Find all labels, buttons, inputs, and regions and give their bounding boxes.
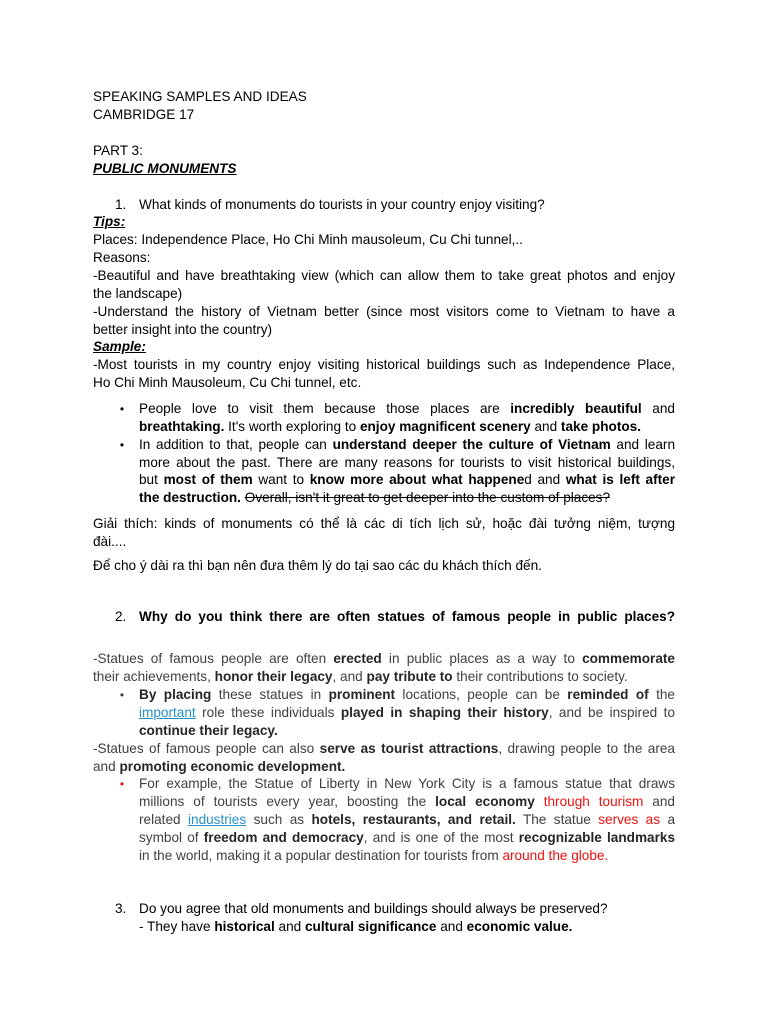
sample-label: Sample:: [93, 339, 146, 354]
question-number: 1.: [115, 197, 127, 212]
q2-bullet-2-cont: in the world, making it a popular destination for tourists from around the globe.: [139, 848, 609, 863]
tips-reasons-label: Reasons:: [93, 250, 151, 265]
q2-bullet-1-end: continue their legacy.: [139, 723, 278, 738]
topic-heading: PUBLIC MONUMENTS: [93, 161, 237, 176]
sample-text-cont: Ho Chi Minh Mausoleum, Cu Chi tunnel, etc.: [93, 375, 362, 390]
bullet-icon: •: [119, 688, 125, 702]
doc-title: SPEAKING SAMPLES AND IDEAS: [93, 89, 307, 104]
bullet-icon: •: [119, 777, 125, 791]
question-3: Do you agree that old monuments and buildings should always be preserved?: [139, 901, 608, 916]
reason-1-cont: the landscape): [93, 286, 183, 301]
question-1: What kinds of monuments do tourists in your country enjoy visiting?: [139, 197, 545, 212]
q2-bullet-1-cont: important role these individuals played in shaping their history, and be inspired to: [139, 705, 675, 720]
strikethrough-text: Overall, isn't it great to get deeper into the custom of places?: [244, 490, 611, 505]
q1-bullet-2-cont: the destruction. Overall, isn't it great to get deeper into the custom of places?: [139, 490, 611, 505]
vietnamese-note-1-cont: đài....: [93, 534, 127, 549]
q2-bullet-2: For example, the Statue of Liberty in New York City is a famous statue that draws: [139, 776, 675, 791]
question-2: Why do you think there are often statues of famous people in public places?: [139, 609, 675, 624]
link-important[interactable]: important: [139, 705, 196, 720]
q2-paragraph-1-cont: their achievements, honor their legacy, and pay tribute to their contributions to society.: [93, 669, 628, 684]
q1-bullet-2: In addition to that, people can understand deeper the culture of Vietnam and learn: [139, 437, 675, 452]
bullet-icon: •: [119, 402, 125, 416]
q2-bullet-2-cont: millions of tourists every year, boosting the local economy through tourism and: [139, 794, 675, 809]
q1-bullet-1: People love to visit them because those places are incredibly beautiful and: [139, 401, 675, 416]
q1-bullet-2-cont: but most of them want to know more about what happened and what is left after: [139, 472, 675, 487]
doc-subtitle: CAMBRIDGE 17: [93, 107, 195, 122]
q2-paragraph-2-cont: and promoting economic development.: [93, 759, 346, 774]
question-number: 2.: [115, 609, 127, 624]
tips-label: Tips:: [93, 214, 126, 229]
q2-bullet-2-cont: symbol of freedom and democracy, and is one of the most recognizable landmarks: [139, 830, 676, 845]
q2-bullet-2-cont: related industries such as hotels, restaurants, and retail. The statue serves as a: [139, 812, 676, 827]
bullet-icon: •: [119, 438, 125, 452]
reason-2-cont: better insight into the country): [93, 322, 273, 337]
q1-bullet-2-cont: more about the past. There are many reasons for tourists to visit historical buildings,: [139, 455, 675, 470]
reason-2: -Understand the history of Vietnam better (since most visitors come to Vietnam to have a: [93, 304, 675, 319]
q2-paragraph-2: -Statues of famous people can also serve as tourist attractions, drawing people to the area: [93, 741, 675, 756]
reason-1: -Beautiful and have breathtaking view (which can allow them to take great photos and enjoy: [93, 268, 675, 283]
q1-bullet-1-cont: breathtaking. It's worth exploring to enjoy magnificent scenery and take photos.: [139, 419, 641, 434]
vietnamese-note-1: Giải thích: kinds of monuments có thể là các di tích lịch sử, hoặc đài tưởng niệm, tượng: [93, 516, 675, 531]
question-number: 3.: [115, 901, 127, 916]
sample-text: -Most tourists in my country enjoy visiting historical buildings such as Independence Place,: [93, 357, 675, 372]
q2-paragraph-1: -Statues of famous people are often erected in public places as a way to commemorate: [93, 651, 675, 666]
q3-answer-1: - They have historical and cultural significance and economic value.: [139, 919, 573, 934]
tips-places: Places: Independence Place, Ho Chi Minh mausoleum, Cu Chi tunnel,..: [93, 232, 523, 247]
vietnamese-note-2: Để cho ý dài ra thì bạn nên đưa thêm lý do tại sao các du khách thích đến.: [93, 558, 542, 573]
part-label: PART 3:: [93, 143, 143, 158]
link-industries[interactable]: industries: [187, 812, 247, 827]
q2-bullet-1: By placing these statues in prominent locations, people can be reminded of the: [139, 687, 675, 702]
